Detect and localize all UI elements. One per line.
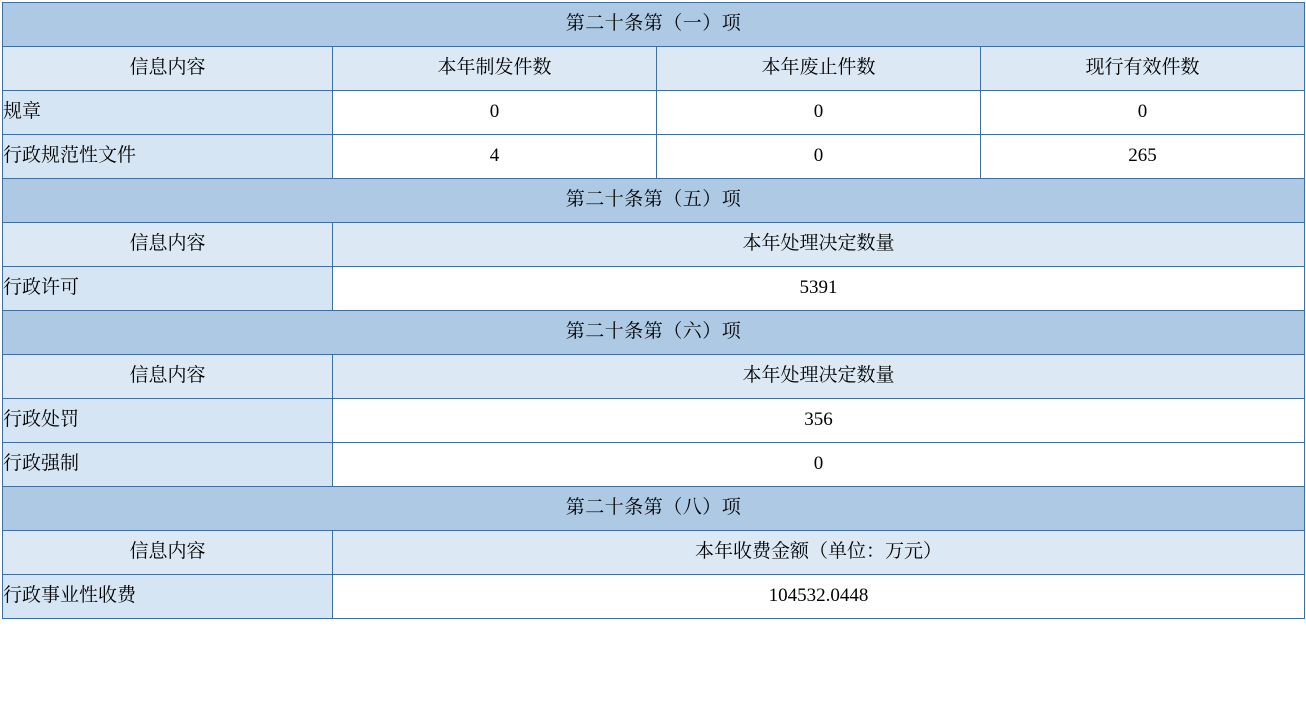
row-value: 0 (657, 135, 981, 179)
column-header-repealed-count: 本年废止件数 (657, 47, 981, 91)
column-header-issued-count: 本年制发件数 (333, 47, 657, 91)
section-title: 第二十条第（六）项 (3, 311, 1305, 355)
section-title: 第二十条第（五）项 (3, 179, 1305, 223)
column-header-decision-count: 本年处理决定数量 (333, 223, 1305, 267)
row-label: 行政规范性文件 (3, 135, 333, 179)
table-header-row (3, 47, 1305, 91)
column-header-decision-count: 本年处理决定数量 (333, 355, 1305, 399)
column-header-info-content: 信息内容 (3, 223, 333, 267)
row-label: 规章 (3, 91, 333, 135)
row-value: 4 (333, 135, 657, 179)
section-title-row (3, 179, 1305, 223)
row-value: 356 (333, 399, 1305, 443)
column-header-fee-amount: 本年收费金额（单位：万元） (333, 531, 1305, 575)
row-value: 5391 (333, 267, 1305, 311)
table-header-row (3, 355, 1305, 399)
row-value: 0 (981, 91, 1305, 135)
row-label: 行政强制 (3, 443, 333, 487)
table-header-row (3, 223, 1305, 267)
row-label: 行政许可 (3, 267, 333, 311)
column-header-info-content: 信息内容 (3, 47, 333, 91)
table-row (3, 135, 1305, 179)
row-value: 104532.0448 (333, 575, 1305, 619)
row-value: 0 (657, 91, 981, 135)
table-row (3, 91, 1305, 135)
section-title: 第二十条第（一）项 (3, 3, 1305, 47)
section-title-row (3, 311, 1305, 355)
table-row (3, 443, 1305, 487)
table-row (3, 399, 1305, 443)
table-row (3, 575, 1305, 619)
section-title-row (3, 3, 1305, 47)
row-label: 行政处罚 (3, 399, 333, 443)
row-value: 0 (333, 443, 1305, 487)
column-header-effective-count: 现行有效件数 (981, 47, 1305, 91)
row-label: 行政事业性收费 (3, 575, 333, 619)
government-information-disclosure-table (2, 2, 1305, 619)
column-header-info-content: 信息内容 (3, 531, 333, 575)
row-value: 265 (981, 135, 1305, 179)
table-row (3, 267, 1305, 311)
column-header-info-content: 信息内容 (3, 355, 333, 399)
section-title: 第二十条第（八）项 (3, 487, 1305, 531)
table-header-row (3, 531, 1305, 575)
section-title-row (3, 487, 1305, 531)
report-page (0, 2, 1306, 716)
row-value: 0 (333, 91, 657, 135)
